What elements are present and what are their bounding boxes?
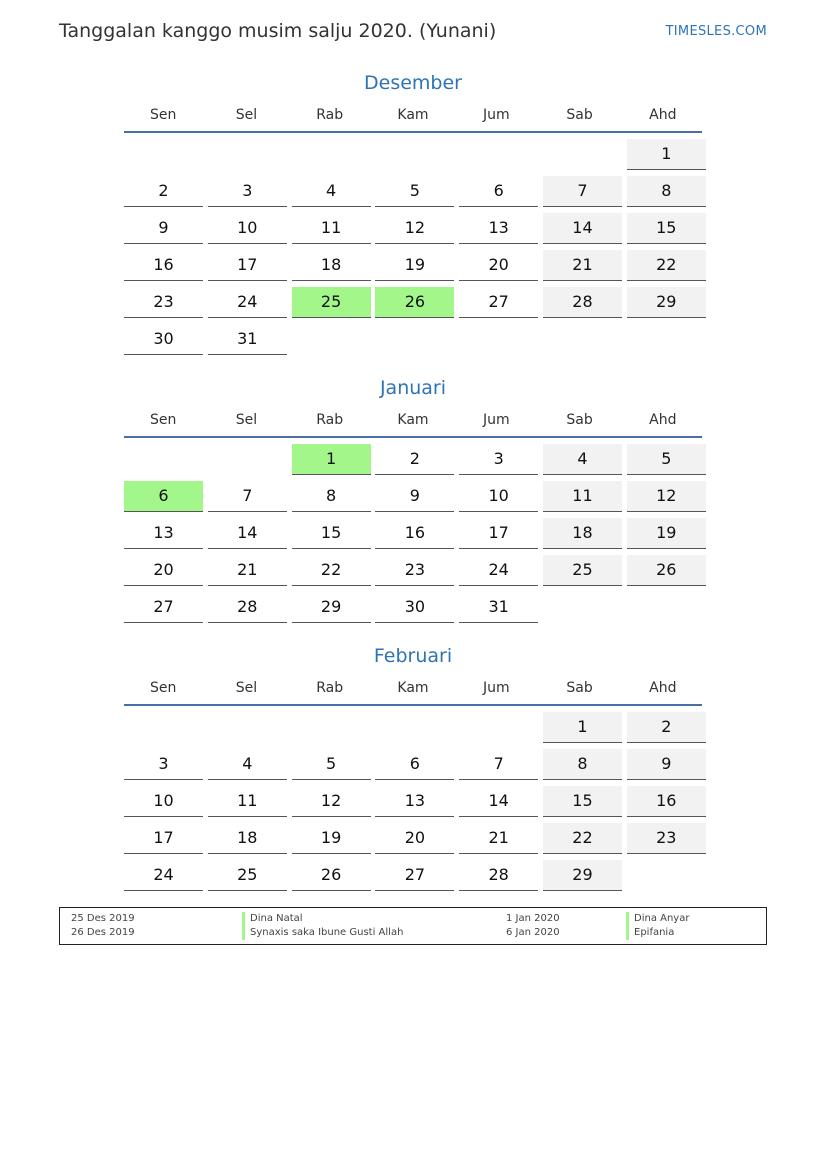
day-cell: 7 [208,481,287,512]
day-cell: 19 [292,823,371,854]
day-cell: 22 [627,250,706,281]
day-cell: 22 [543,823,622,854]
holiday-legend [59,907,767,945]
legend-holiday-name: Dina Natal [242,912,303,926]
weekday-label: Kam [397,680,429,696]
day-cell: 5 [627,444,706,475]
day-cell: 13 [459,213,538,244]
weekday-header [124,410,702,438]
day-cell: 4 [292,176,371,207]
empty-cell [208,444,287,474]
empty-cell [208,139,287,169]
day-cell: 8 [292,481,371,512]
weekday-label: Sen [149,680,177,696]
day-cell: 28 [459,860,538,891]
day-cell: 21 [543,250,622,281]
holiday-day-cell: 6 [124,481,203,512]
weekday-label: Sel [235,107,258,123]
weekday-label: Sab [566,412,593,428]
day-cell: 1 [627,139,706,170]
day-cell: 7 [459,749,538,780]
day-cell: 18 [208,823,287,854]
day-cell: 24 [208,287,287,318]
day-grid [124,444,702,629]
weekday-header [124,678,702,706]
day-cell: 9 [375,481,454,512]
legend-date: 6 Jan 2020 [506,927,560,938]
weekday-label: Sab [566,680,593,696]
weekday-label: Jum [482,680,510,696]
day-cell: 20 [124,555,203,586]
weekday-label: Kam [397,107,429,123]
weekday-label: Sab [566,107,593,123]
weekday-label: Sen [149,412,177,428]
empty-cell [292,139,371,169]
day-cell: 11 [292,213,371,244]
empty-cell [208,712,287,742]
weekday-label: Jum [482,412,510,428]
day-cell: 13 [375,786,454,817]
weekday-label: Sel [235,412,258,428]
weekday-label: Sen [149,107,177,123]
legend-row [60,926,766,940]
day-cell: 3 [459,444,538,475]
day-cell: 14 [208,518,287,549]
legend-holiday-name: Dina Anyar [626,912,689,926]
holiday-day-cell: 25 [292,287,371,318]
day-cell: 24 [459,555,538,586]
day-cell: 26 [627,555,706,586]
day-cell: 30 [375,592,454,623]
day-cell: 12 [627,481,706,512]
day-cell: 31 [459,592,538,623]
day-cell: 15 [627,213,706,244]
day-cell: 29 [292,592,371,623]
legend-holiday-name: Epifania [626,926,674,940]
day-cell: 14 [459,786,538,817]
weekday-label: Ahd [649,412,677,428]
day-cell: 16 [124,250,203,281]
day-cell: 3 [208,176,287,207]
day-cell: 8 [627,176,706,207]
day-cell: 8 [543,749,622,780]
day-cell: 11 [208,786,287,817]
empty-cell [459,712,538,742]
day-cell: 14 [543,213,622,244]
day-cell: 17 [208,250,287,281]
empty-cell [459,139,538,169]
month-title: Februari [373,645,453,667]
day-cell: 27 [459,287,538,318]
day-cell: 19 [375,250,454,281]
weekday-label: Sel [235,680,258,696]
day-grid [124,139,702,361]
month-february [124,643,702,897]
empty-cell [124,444,203,474]
day-cell: 28 [208,592,287,623]
holiday-day-cell: 26 [375,287,454,318]
day-cell: 6 [459,176,538,207]
month-december [124,70,702,361]
day-cell: 22 [292,555,371,586]
empty-cell [124,139,203,169]
legend-date: 25 Des 2019 [71,913,135,924]
empty-cell [292,712,371,742]
day-cell: 20 [375,823,454,854]
day-cell: 4 [543,444,622,475]
day-cell: 1 [543,712,622,743]
legend-holiday-name: Synaxis saka Ibune Gusti Allah [242,926,403,940]
day-grid [124,712,702,897]
day-cell: 2 [124,176,203,207]
weekday-label: Jum [482,107,510,123]
legend-date: 1 Jan 2020 [506,913,560,924]
month-title: Januari [379,377,447,399]
day-cell: 28 [543,287,622,318]
month-title: Desember [364,72,462,94]
legend-row [60,912,766,926]
day-cell: 2 [375,444,454,475]
page-title: Tanggalan kanggo musim salju 2020. (Yunani) [59,20,497,42]
day-cell: 19 [627,518,706,549]
day-cell: 9 [124,213,203,244]
weekday-header [124,105,702,133]
day-cell: 5 [375,176,454,207]
day-cell: 16 [375,518,454,549]
day-cell: 15 [292,518,371,549]
empty-cell [543,139,622,169]
day-cell: 24 [124,860,203,891]
day-cell: 23 [124,287,203,318]
day-cell: 27 [124,592,203,623]
day-cell: 11 [543,481,622,512]
day-cell: 12 [292,786,371,817]
day-cell: 25 [208,860,287,891]
weekday-label: Ahd [649,680,677,696]
legend-date: 26 Des 2019 [71,927,135,938]
day-cell: 13 [124,518,203,549]
day-cell: 18 [543,518,622,549]
weekday-label: Kam [397,412,429,428]
day-cell: 6 [375,749,454,780]
day-cell: 7 [543,176,622,207]
empty-cell [375,712,454,742]
day-cell: 16 [627,786,706,817]
day-cell: 10 [124,786,203,817]
day-cell: 17 [124,823,203,854]
day-cell: 20 [459,250,538,281]
day-cell: 17 [459,518,538,549]
brand-link[interactable]: TIMESLES.COM [665,24,767,39]
day-cell: 23 [375,555,454,586]
weekday-label: Rab [316,412,344,428]
day-cell: 29 [543,860,622,891]
day-cell: 12 [375,213,454,244]
day-cell: 31 [208,324,287,355]
day-cell: 18 [292,250,371,281]
day-cell: 30 [124,324,203,355]
day-cell: 5 [292,749,371,780]
day-cell: 10 [459,481,538,512]
month-january [124,375,702,629]
day-cell: 25 [543,555,622,586]
day-cell: 4 [208,749,287,780]
day-cell: 27 [375,860,454,891]
weekday-label: Rab [316,107,344,123]
day-cell: 15 [543,786,622,817]
day-cell: 3 [124,749,203,780]
day-cell: 23 [627,823,706,854]
empty-cell [375,139,454,169]
holiday-day-cell: 1 [292,444,371,475]
empty-cell [124,712,203,742]
day-cell: 2 [627,712,706,743]
day-cell: 26 [292,860,371,891]
day-cell: 9 [627,749,706,780]
weekday-label: Rab [316,680,344,696]
day-cell: 10 [208,213,287,244]
weekday-label: Ahd [649,107,677,123]
day-cell: 21 [208,555,287,586]
day-cell: 29 [627,287,706,318]
day-cell: 21 [459,823,538,854]
